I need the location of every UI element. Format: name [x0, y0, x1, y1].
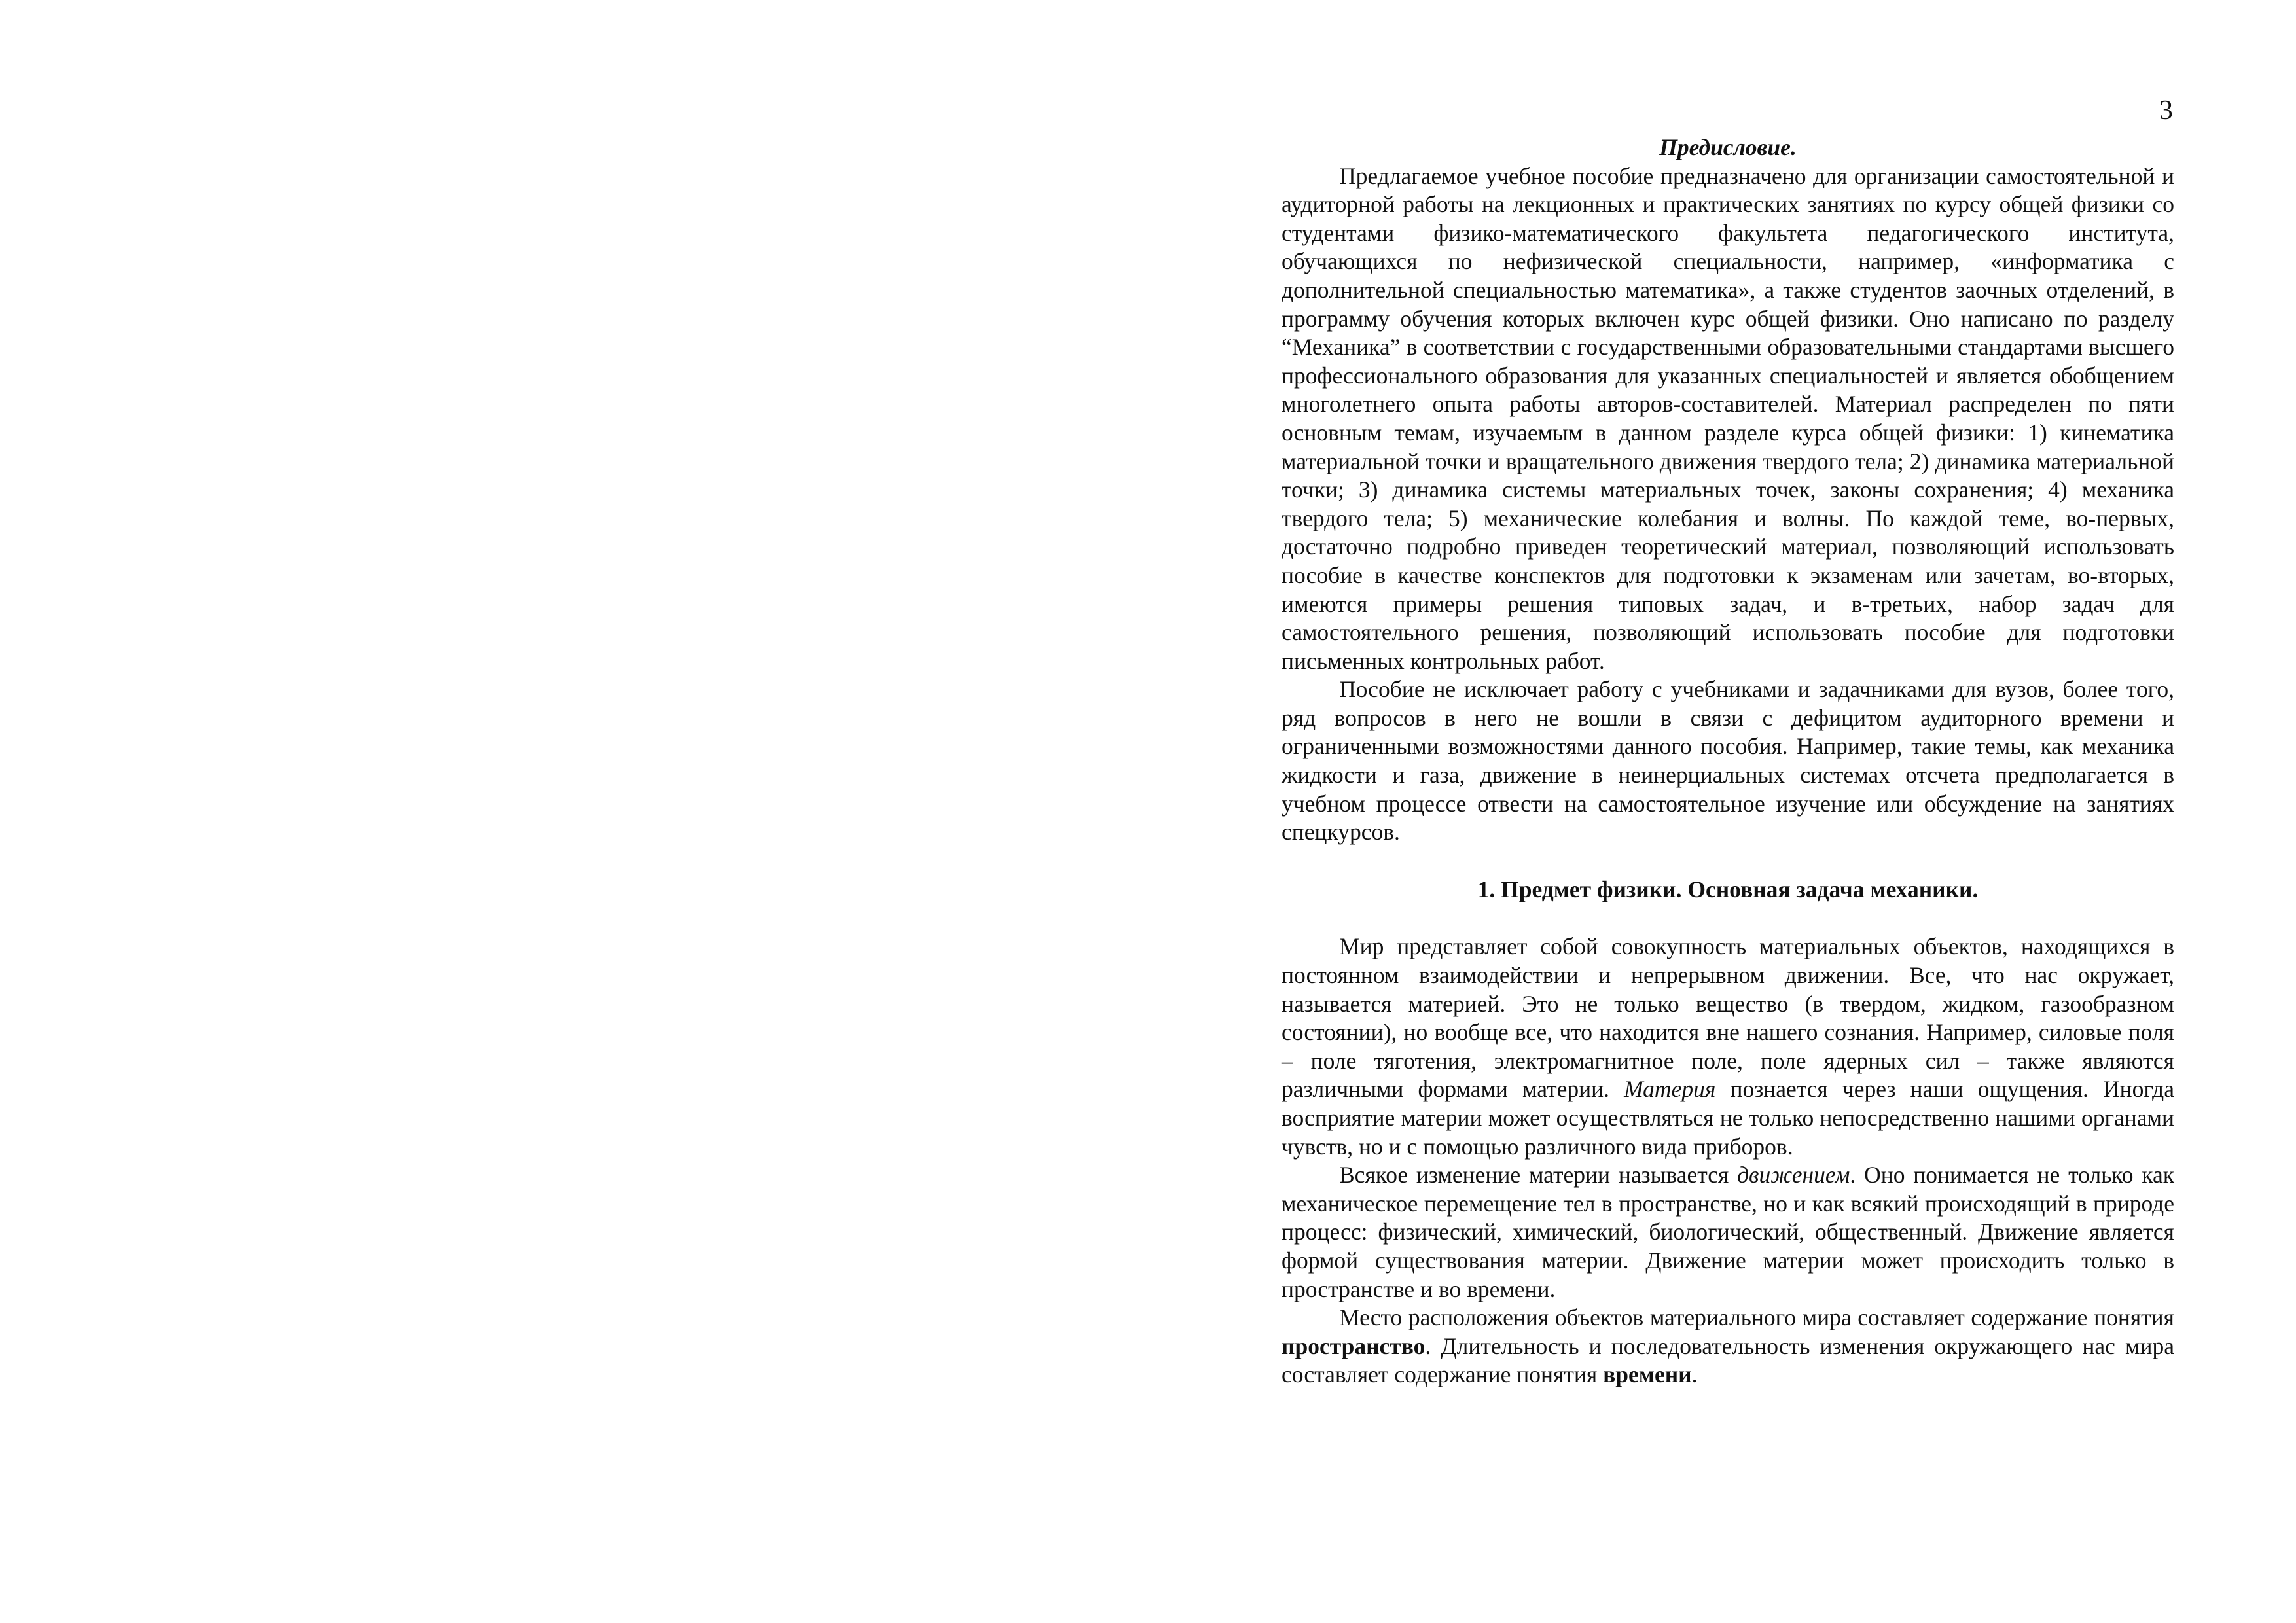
text-run: .: [1691, 1361, 1698, 1388]
text-run: . Оно понимается не только как механическое перемещение тел в пространстве, но и как всякий происходящий в природе процесс: физический, химический, биологический, общественный. Движение является формой существования материи. Движение материи может происходить только в пространстве и во времени.: [1282, 1162, 2174, 1302]
page-number: 3: [2159, 96, 2173, 126]
italic-term-motion: движением: [1737, 1162, 1850, 1188]
preface-paragraph-1: Предлагаемое учебное пособие предназначено для организации самостоятельной и аудиторной работы на лекционных и практических занятиях по курсу общей физики со студентами физико-математического факультета педагогического института, обучающихся по нефизической специальности, например, «информатика с дополнительной специальностью математика», а также студентов заочных отделений, в программу обучения которых включен курс общей физики. Оно написано по разделу “Механика” в соответствии с государственными образовательными стандартами высшего профессионального образования для указанных специальностей и является обобщением многолетнего опыта работы авторов-составителей. Материал распределен по пяти основным темам, изучаемым в данном разделе курса общей физики: 1) кинематика материальной точки и вращательного движения твердого тела; 2) динамика материальной точки; 3) динамика системы материальных точек, законы сохранения; 4) механика твердого тела; 5) механические колебания и волны. По каждой теме, во-первых, достаточно подробно приведен теоретический материал, позволяющий использовать пособие в качестве конспектов для подготовки к экзаменам или зачетам, во-вторых, имеются примеры решения типовых задач, и в-третьих, набор задач для самостоятельного решения, позволяющий использовать пособие для подготовки письменных контрольных работ.: [1282, 162, 2174, 674]
text-run: . Длительность и последовательность изменения окружающего нас мира составляет содержание понятия: [1282, 1332, 2174, 1388]
text-run: познается через наши ощущения. Иногда восприятие материи может осуществляться не только непосредственно нашими органами чувств, но и с помощью различного вида приборов.: [1282, 1076, 2174, 1160]
italic-term-matter: Материя: [1624, 1076, 1716, 1103]
preface-title: Предисловие.: [1659, 134, 1797, 160]
section-paragraph-1: [1282, 933, 2174, 1161]
section-paragraph-2: [1282, 1161, 2174, 1304]
section-heading: 1. Предмет физики. Основная задача механики.: [1477, 876, 1979, 902]
bold-term-space: пространство: [1282, 1332, 1426, 1359]
text-run: Всякое изменение материи называется: [1339, 1162, 1738, 1188]
text-run: Место расположения объектов материального мира составляет содержание понятия: [1339, 1304, 2174, 1331]
text-column: [1282, 134, 2174, 1389]
bold-term-time: времени: [1603, 1361, 1692, 1388]
section-paragraph-3: [1282, 1304, 2174, 1389]
preface-paragraph-2: Пособие не исключает работу с учебниками и задачниками для вузов, более того, ряд вопросов в него не вошли в связи с дефицитом аудиторного времени и ограниченными возможностями данного пособия. Например, такие темы, как механика жидкости и газа, движение в неинерциальных системах отсчета предполагается в учебном процессе отвести на самостоятельное изучение или обсуждение на занятиях спецкурсов.: [1282, 676, 2174, 846]
text-run: Мир представляет собой совокупность материальных объектов, находящихся в постоянном взаимодействии и непрерывном движении. Все, что нас окружает, называется материей. Это не только вещество (в твердом, жидком, газообразном состоянии), но вообще все, что находится вне нашего сознания. Например, силовые поля – поле тяготения, электромагнитное поле, поле ядерных сил – также являются различными формами материи.: [1282, 933, 2174, 1103]
